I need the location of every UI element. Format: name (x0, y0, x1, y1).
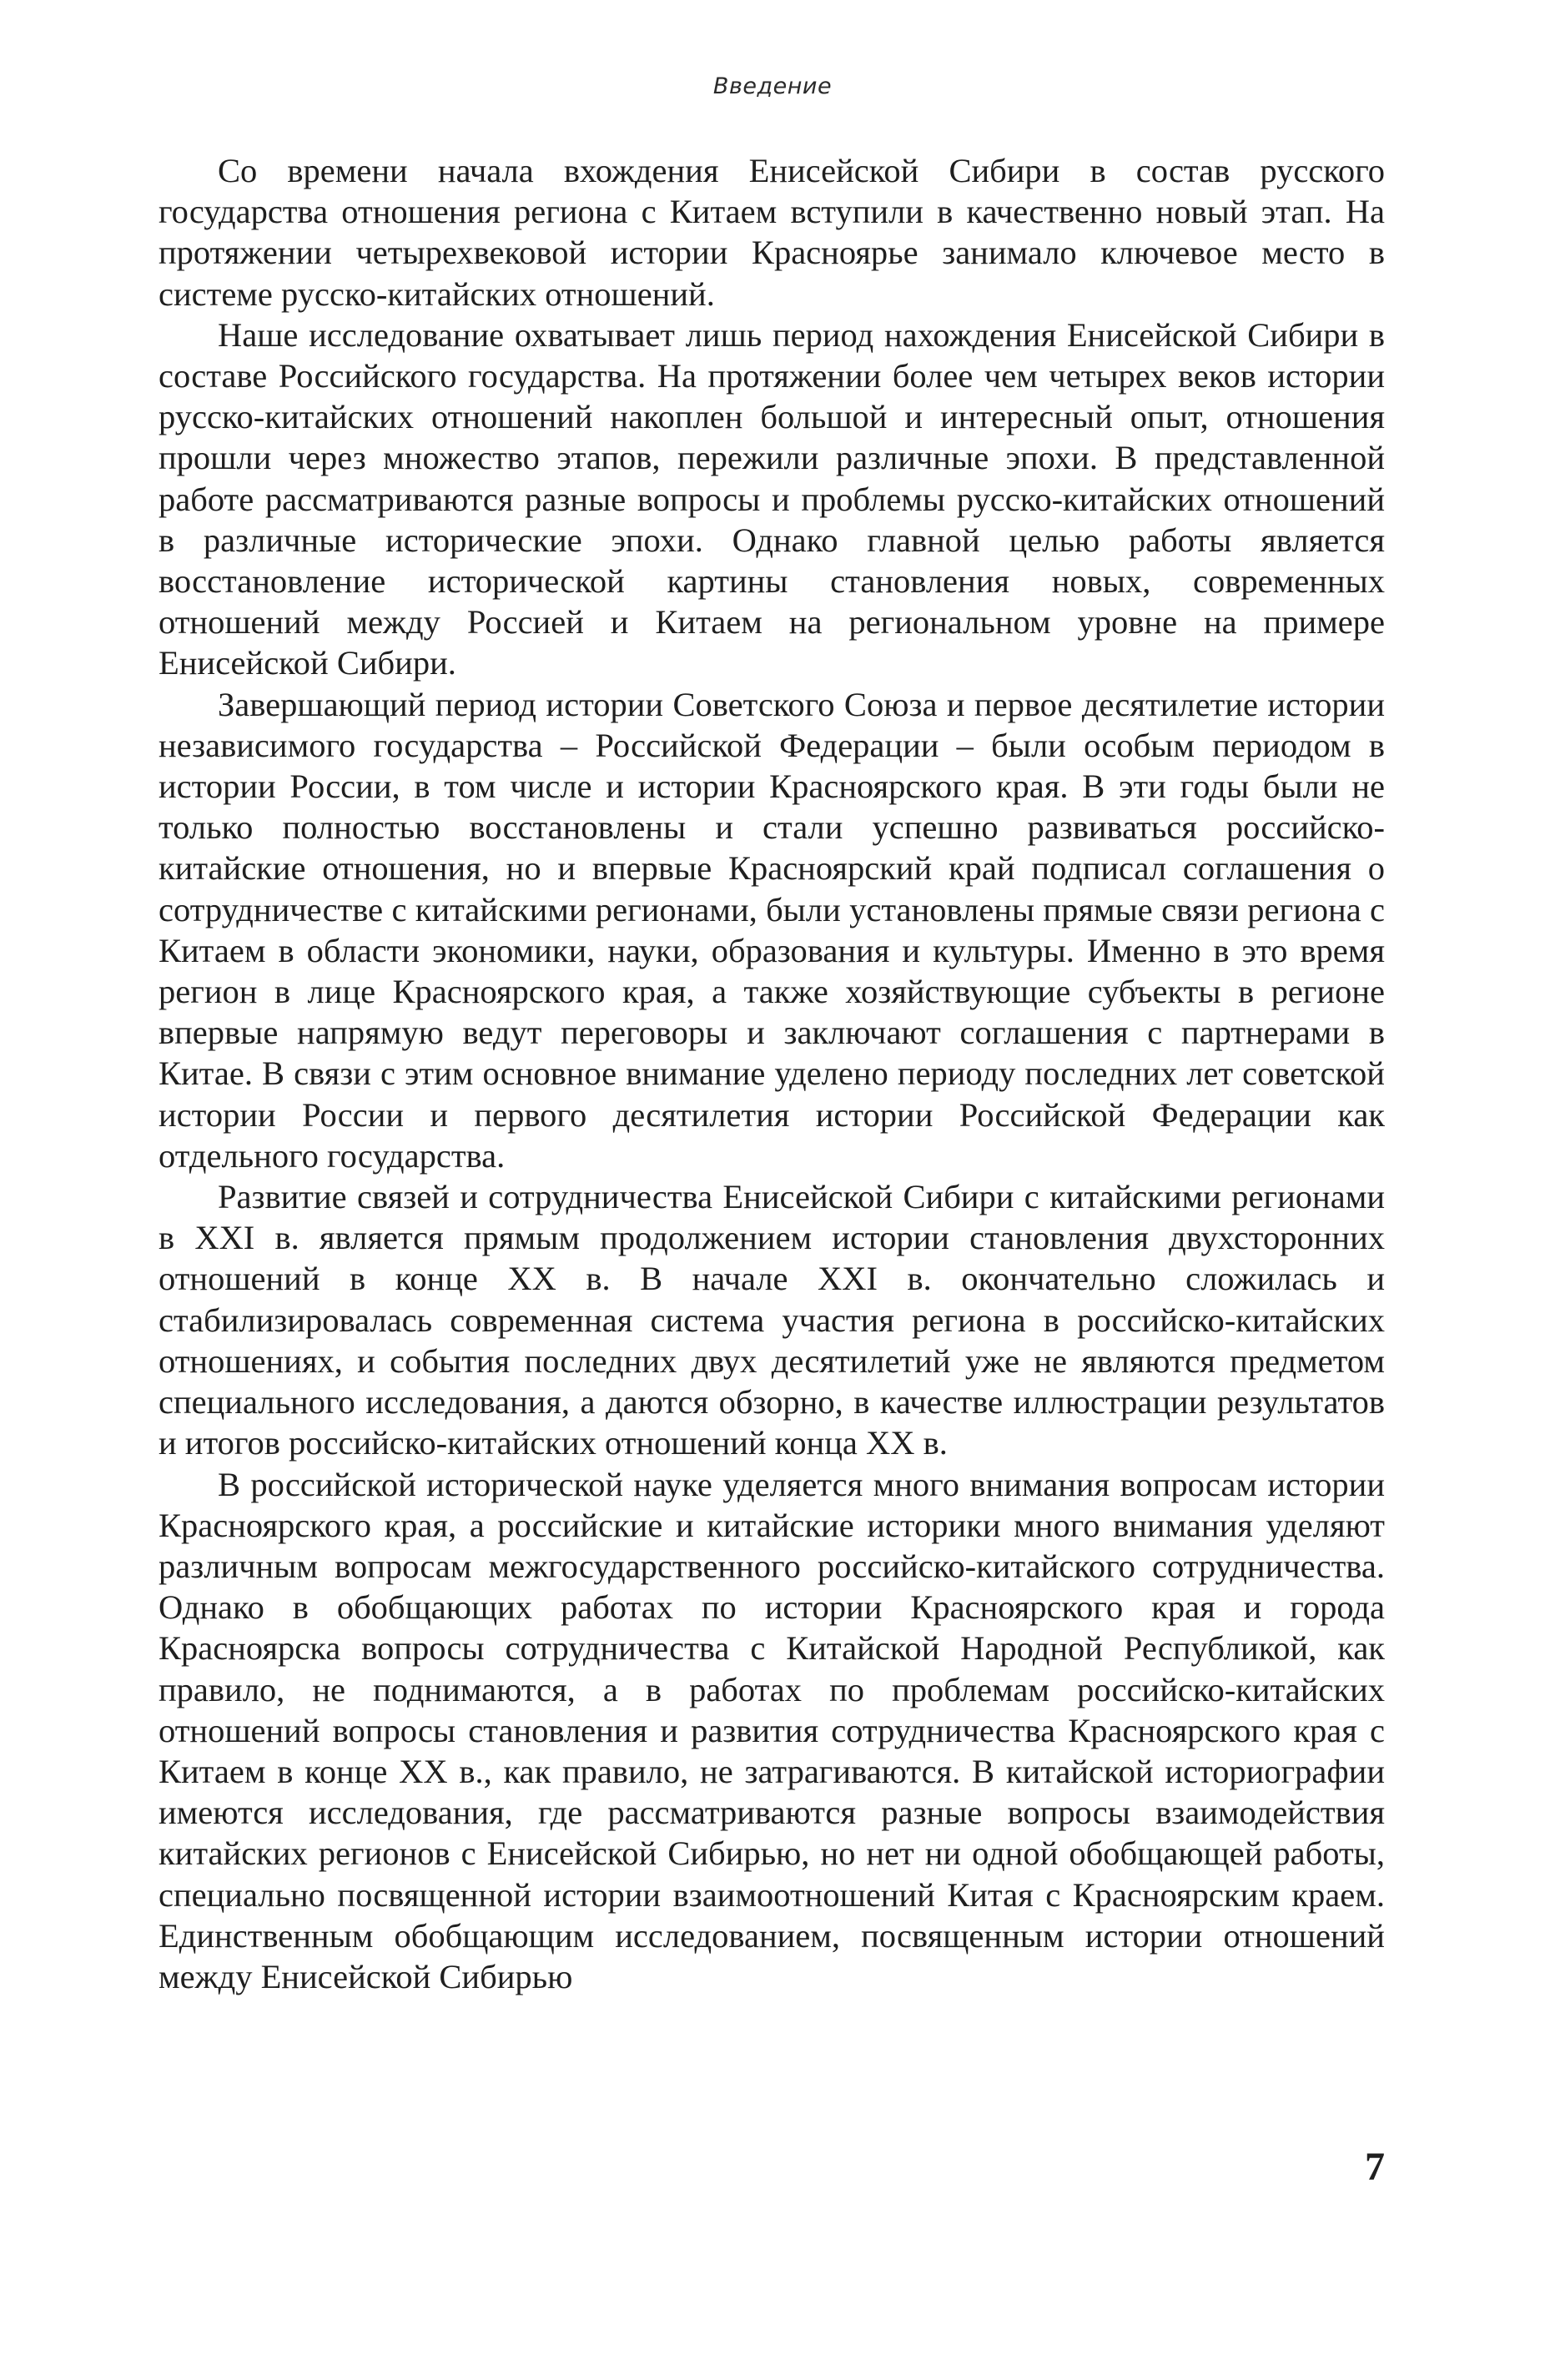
paragraph: Наше исследование охватывает лишь период нахождения Енисейской Сибири в составе Российского государства. На протяжении более чем четырех веков истории русско-китайских отношений накоплен большой и интересный опыт, отношения прошли через множество этапов, пережили различные эпохи. В представленной работе рассматриваются разные вопросы и проблемы русско-китайских отношений в различные исторические эпохи. Однако главной целью работы является восстановление исторической картины становления новых, современных отношений между Россией и Китаем на региональном уровне на примере Енисейской Сибири. (159, 315, 1385, 682)
paragraph: Завершающий период истории Советского Союза и первое десятилетие истории независимого государства – Российской Федерации – были особым периодом в истории России, в том числе и истории Красноярского края. В эти годы были не только полностью восстановлены и стали успешно развиваться российско-китайские отношения, но и впервые Красноярский край подписал соглашения о сотрудничестве с китайскими регионами, были установлены прямые связи региона с Китаем в области экономики, науки, образования и культуры. Именно в это время регион в лице Красноярского края, а также хозяйствующие субъекты в регионе впервые напрямую ведут переговоры и заключают соглашения с партнерами в Китае. В связи с этим основное внимание уделено периоду последних лет советской истории России и первого десятилетия истории Российской Федерации как отдельного государства. (159, 685, 1385, 1175)
paragraph: В российской исторической науке уделяется много внимания вопросам истории Красноярского края, а российские и китайские историки много внимания уделяют различным вопросам межгосударственного российско-китайского сотрудничества. Однако в обобщающих работах по истории Красноярского края и города Красноярска вопросы сотрудничества с Китайской Народной Республикой, как правило, не поднимаются, а в работах по проблемам российско-китайских отношений вопросы становления и развития сотрудничества Красноярского края с Китаем в конце XX в., как правило, не затрагиваются. В китайской историографии имеются исследования, где рассматриваются разные вопросы взаимодействия китайских регионов с Енисейской Сибирью, но нет ни одной обобщающей работы, специально посвященной истории взаимоотношений Китая с Красноярским краем. Единственным обобщающим исследованием, посвященным истории отношений между Енисейской Сибирью (159, 1465, 1385, 1995)
paragraph: Со времени начала вхождения Енисейской Сибири в состав русского государства отношения региона с Китаем вступили в качественно новый этап. На протяжении четырехвековой истории Красноярье занимало ключевое место в системе русско-китайских отношений. (159, 152, 1385, 313)
running-head-title: Введение (712, 73, 833, 99)
body-text (159, 150, 1385, 1997)
page-number: 7 (1365, 2145, 1385, 2189)
paragraph: Развитие связей и сотрудничества Енисейской Сибири с китайскими регионами в XXI в. является прямым продолжением истории становления двухсторонних отношений в конце XX в. В начале XXI в. окончательно сложилась и стабилизировалась современная система участия региона в российско-китайских отношениях, и события последних двух десятилетий уже не являются предметом специального исследования, а даются обзорно, в качестве иллюстрации результатов и итогов российско-китайских отношений конца XX в. (159, 1178, 1385, 1462)
